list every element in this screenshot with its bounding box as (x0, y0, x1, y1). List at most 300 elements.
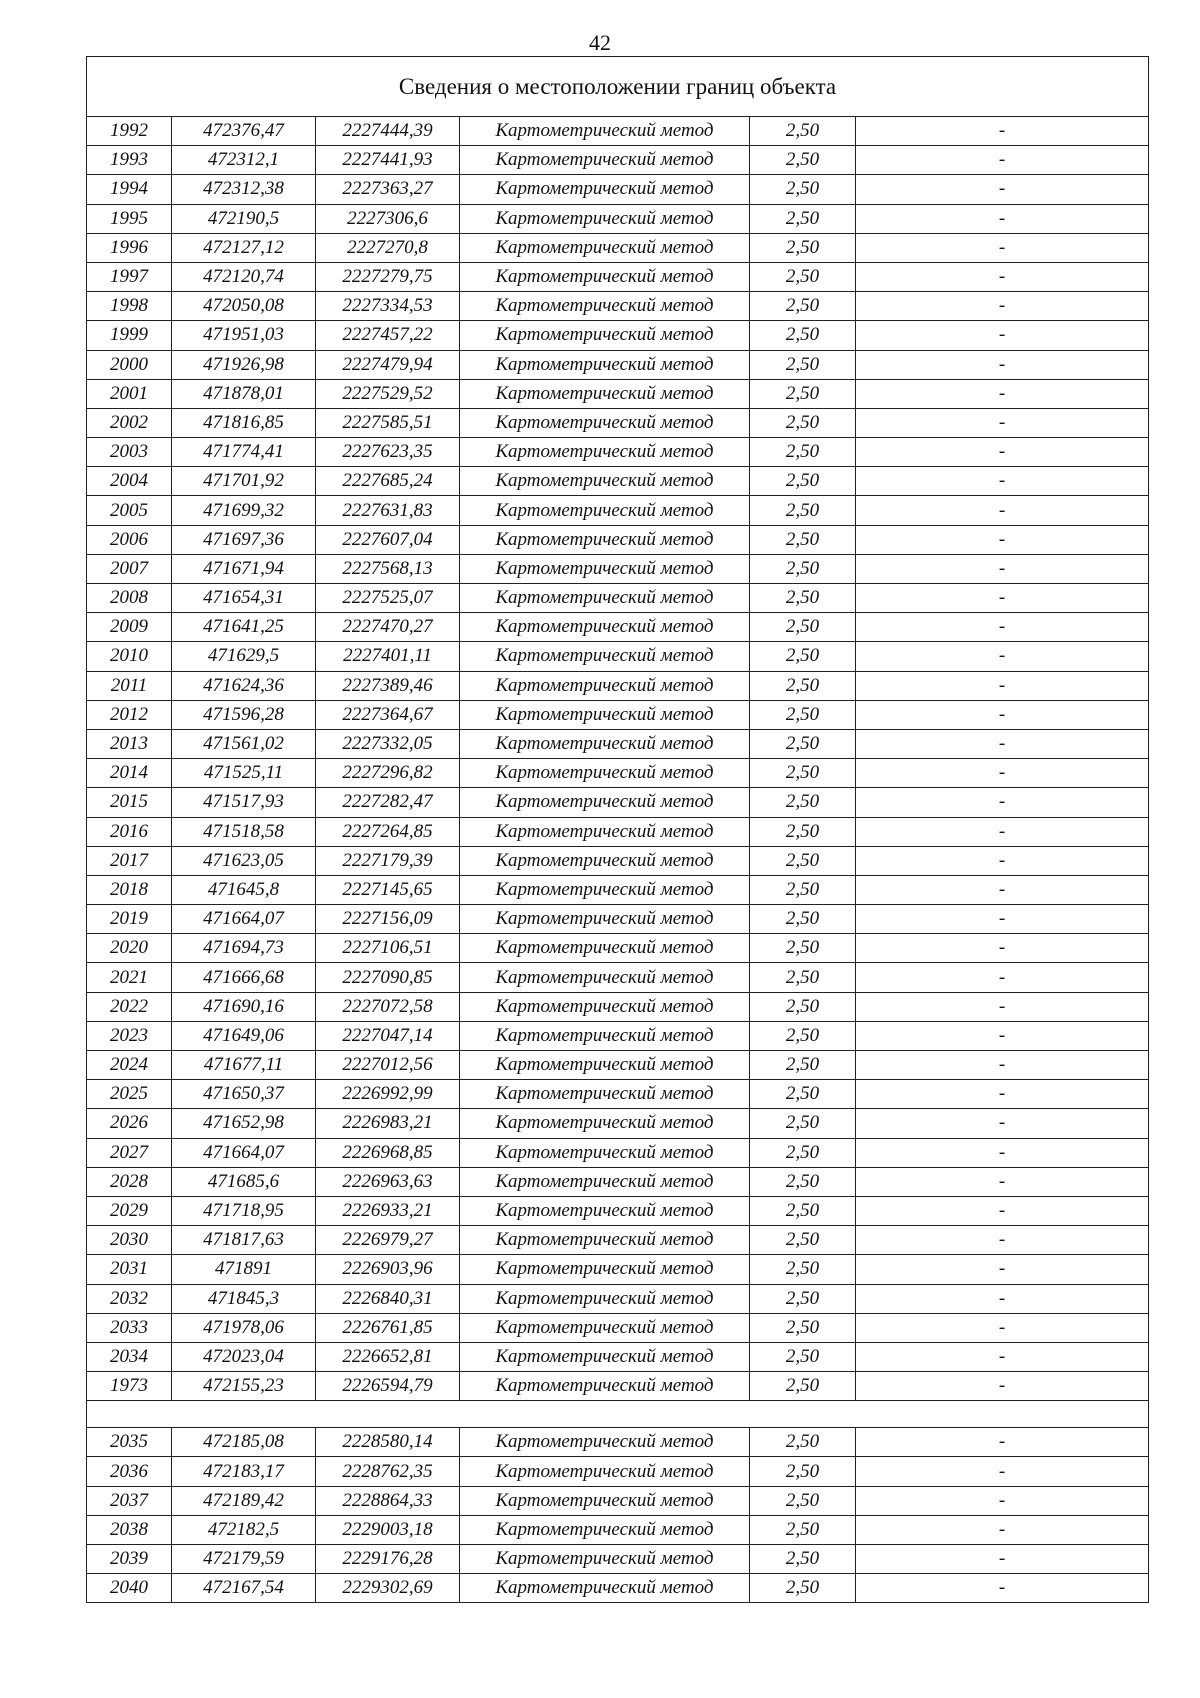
x-coordinate-cell: 472120,74 (172, 262, 316, 291)
x-coordinate-cell: 471664,07 (172, 1138, 316, 1167)
accuracy-cell: 2,50 (750, 117, 856, 146)
x-coordinate-cell: 471878,01 (172, 379, 316, 408)
point-number-cell: 2001 (87, 379, 172, 408)
method-cell: Картометрический метод (460, 759, 750, 788)
x-coordinate-cell: 471816,85 (172, 408, 316, 437)
accuracy-cell: 2,50 (750, 1313, 856, 1342)
y-coordinate-cell: 2227364,67 (316, 700, 460, 729)
table-row (87, 1284, 1149, 1313)
method-cell: Картометрический метод (460, 1138, 750, 1167)
method-cell: Картометрический метод (460, 1109, 750, 1138)
point-number-cell: 2039 (87, 1545, 172, 1574)
method-cell: Картометрический метод (460, 1226, 750, 1255)
accuracy-cell: 2,50 (750, 1167, 856, 1196)
point-number-cell: 2036 (87, 1457, 172, 1486)
point-number-cell: 1992 (87, 117, 172, 146)
note-cell: - (856, 292, 1149, 321)
method-cell: Картометрический метод (460, 467, 750, 496)
table-row (87, 1372, 1149, 1401)
y-coordinate-cell: 2227529,52 (316, 379, 460, 408)
y-coordinate-cell: 2228580,14 (316, 1428, 460, 1457)
x-coordinate-cell: 471685,6 (172, 1167, 316, 1196)
table-row (87, 1021, 1149, 1050)
note-cell: - (856, 729, 1149, 758)
y-coordinate-cell: 2228864,33 (316, 1486, 460, 1515)
method-cell: Картометрический метод (460, 146, 750, 175)
table-row (87, 1226, 1149, 1255)
y-coordinate-cell: 2227389,46 (316, 671, 460, 700)
method-cell: Картометрический метод (460, 1545, 750, 1574)
accuracy-cell: 2,50 (750, 408, 856, 437)
point-number-cell: 1997 (87, 262, 172, 291)
table-row (87, 292, 1149, 321)
x-coordinate-cell: 472183,17 (172, 1457, 316, 1486)
table-row (87, 438, 1149, 467)
y-coordinate-cell: 2229003,18 (316, 1515, 460, 1544)
point-number-cell: 2006 (87, 525, 172, 554)
method-cell: Картометрический метод (460, 438, 750, 467)
note-cell: - (856, 350, 1149, 379)
point-number-cell: 2016 (87, 817, 172, 846)
x-coordinate-cell: 472155,23 (172, 1372, 316, 1401)
y-coordinate-cell: 2227270,8 (316, 233, 460, 262)
point-number-cell: 2020 (87, 934, 172, 963)
method-cell: Картометрический метод (460, 788, 750, 817)
point-number-cell: 2010 (87, 642, 172, 671)
note-cell: - (856, 759, 1149, 788)
x-coordinate-cell: 472023,04 (172, 1342, 316, 1371)
accuracy-cell: 2,50 (750, 233, 856, 262)
method-cell: Картометрический метод (460, 1021, 750, 1050)
accuracy-cell: 2,50 (750, 1051, 856, 1080)
y-coordinate-cell: 2227090,85 (316, 963, 460, 992)
point-number-cell: 2011 (87, 671, 172, 700)
y-coordinate-cell: 2226983,21 (316, 1109, 460, 1138)
accuracy-cell: 2,50 (750, 613, 856, 642)
method-cell: Картометрический метод (460, 1167, 750, 1196)
method-cell: Картометрический метод (460, 496, 750, 525)
x-coordinate-cell: 471525,11 (172, 759, 316, 788)
note-cell: - (856, 1457, 1149, 1486)
point-number-cell: 2029 (87, 1196, 172, 1225)
method-cell: Картометрический метод (460, 525, 750, 554)
accuracy-cell: 2,50 (750, 1284, 856, 1313)
point-number-cell: 2003 (87, 438, 172, 467)
method-cell: Картометрический метод (460, 905, 750, 934)
point-number-cell: 1999 (87, 321, 172, 350)
table-row (87, 496, 1149, 525)
accuracy-cell: 2,50 (750, 1428, 856, 1457)
accuracy-cell: 2,50 (750, 875, 856, 904)
point-number-cell: 1993 (87, 146, 172, 175)
x-coordinate-cell: 472167,54 (172, 1574, 316, 1603)
point-number-cell: 2027 (87, 1138, 172, 1167)
table-row (87, 1080, 1149, 1109)
method-cell: Картометрический метод (460, 117, 750, 146)
x-coordinate-cell: 471645,8 (172, 875, 316, 904)
point-number-cell: 2030 (87, 1226, 172, 1255)
note-cell: - (856, 1486, 1149, 1515)
x-coordinate-cell: 471718,95 (172, 1196, 316, 1225)
accuracy-cell: 2,50 (750, 554, 856, 583)
table-row (87, 321, 1149, 350)
accuracy-cell: 2,50 (750, 788, 856, 817)
x-coordinate-cell: 471845,3 (172, 1284, 316, 1313)
x-coordinate-cell: 471596,28 (172, 700, 316, 729)
accuracy-cell: 2,50 (750, 321, 856, 350)
note-cell: - (856, 525, 1149, 554)
note-cell: - (856, 496, 1149, 525)
x-coordinate-cell: 471978,06 (172, 1313, 316, 1342)
y-coordinate-cell: 2227623,35 (316, 438, 460, 467)
x-coordinate-cell: 472127,12 (172, 233, 316, 262)
method-cell: Картометрический метод (460, 1342, 750, 1371)
accuracy-cell: 2,50 (750, 759, 856, 788)
y-coordinate-cell: 2227012,56 (316, 1051, 460, 1080)
table-row (87, 934, 1149, 963)
table-row (87, 700, 1149, 729)
table-row (87, 1457, 1149, 1486)
method-cell: Картометрический метод (460, 613, 750, 642)
note-cell: - (856, 1372, 1149, 1401)
y-coordinate-cell: 2227282,47 (316, 788, 460, 817)
method-cell: Картометрический метод (460, 554, 750, 583)
table-row (87, 963, 1149, 992)
note-cell: - (856, 204, 1149, 233)
accuracy-cell: 2,50 (750, 1080, 856, 1109)
note-cell: - (856, 1196, 1149, 1225)
y-coordinate-cell: 2227607,04 (316, 525, 460, 554)
accuracy-cell: 2,50 (750, 934, 856, 963)
accuracy-cell: 2,50 (750, 1574, 856, 1603)
table-title-row (87, 57, 1149, 117)
accuracy-cell: 2,50 (750, 175, 856, 204)
table-row (87, 759, 1149, 788)
point-number-cell: 2005 (87, 496, 172, 525)
x-coordinate-cell: 471650,37 (172, 1080, 316, 1109)
point-number-cell: 2037 (87, 1486, 172, 1515)
table-row (87, 642, 1149, 671)
note-cell: - (856, 1021, 1149, 1050)
method-cell: Картометрический метод (460, 379, 750, 408)
x-coordinate-cell: 471629,5 (172, 642, 316, 671)
table-row (87, 233, 1149, 262)
method-cell: Картометрический метод (460, 934, 750, 963)
table-row (87, 1486, 1149, 1515)
point-number-cell: 2028 (87, 1167, 172, 1196)
method-cell: Картометрический метод (460, 321, 750, 350)
x-coordinate-cell: 471649,06 (172, 1021, 316, 1050)
note-cell: - (856, 905, 1149, 934)
method-cell: Картометрический метод (460, 350, 750, 379)
note-cell: - (856, 584, 1149, 613)
y-coordinate-cell: 2227179,39 (316, 846, 460, 875)
method-cell: Картометрический метод (460, 846, 750, 875)
note-cell: - (856, 467, 1149, 496)
note-cell: - (856, 1428, 1149, 1457)
table-row (87, 175, 1149, 204)
y-coordinate-cell: 2226652,81 (316, 1342, 460, 1371)
method-cell: Картометрический метод (460, 584, 750, 613)
y-coordinate-cell: 2226963,63 (316, 1167, 460, 1196)
y-coordinate-cell: 2227568,13 (316, 554, 460, 583)
method-cell: Картометрический метод (460, 963, 750, 992)
accuracy-cell: 2,50 (750, 146, 856, 175)
table-row (87, 1109, 1149, 1138)
accuracy-cell: 2,50 (750, 438, 856, 467)
accuracy-cell: 2,50 (750, 671, 856, 700)
x-coordinate-cell: 471774,41 (172, 438, 316, 467)
point-number-cell: 2025 (87, 1080, 172, 1109)
accuracy-cell: 2,50 (750, 963, 856, 992)
x-coordinate-cell: 472376,47 (172, 117, 316, 146)
x-coordinate-cell: 471891 (172, 1255, 316, 1284)
accuracy-cell: 2,50 (750, 1545, 856, 1574)
table-row (87, 905, 1149, 934)
y-coordinate-cell: 2226903,96 (316, 1255, 460, 1284)
y-coordinate-cell: 2227264,85 (316, 817, 460, 846)
note-cell: - (856, 1138, 1149, 1167)
y-coordinate-cell: 2227072,58 (316, 992, 460, 1021)
note-cell: - (856, 438, 1149, 467)
y-coordinate-cell: 2227332,05 (316, 729, 460, 758)
table-row (87, 788, 1149, 817)
note-cell: - (856, 1313, 1149, 1342)
y-coordinate-cell: 2227525,07 (316, 584, 460, 613)
table-row (87, 875, 1149, 904)
x-coordinate-cell: 471697,36 (172, 525, 316, 554)
table-body (87, 57, 1149, 1603)
accuracy-cell: 2,50 (750, 1515, 856, 1544)
point-number-cell: 1973 (87, 1372, 172, 1401)
note-cell: - (856, 788, 1149, 817)
x-coordinate-cell: 471690,16 (172, 992, 316, 1021)
table-row (87, 204, 1149, 233)
accuracy-cell: 2,50 (750, 700, 856, 729)
accuracy-cell: 2,50 (750, 1457, 856, 1486)
accuracy-cell: 2,50 (750, 1138, 856, 1167)
y-coordinate-cell: 2227306,6 (316, 204, 460, 233)
x-coordinate-cell: 472312,38 (172, 175, 316, 204)
note-cell: - (856, 992, 1149, 1021)
y-coordinate-cell: 2226992,99 (316, 1080, 460, 1109)
point-number-cell: 2009 (87, 613, 172, 642)
point-number-cell: 2002 (87, 408, 172, 437)
x-coordinate-cell: 472189,42 (172, 1486, 316, 1515)
point-number-cell: 2024 (87, 1051, 172, 1080)
boundary-coordinates-table (86, 56, 1149, 1603)
y-coordinate-cell: 2227334,53 (316, 292, 460, 321)
method-cell: Картометрический метод (460, 292, 750, 321)
x-coordinate-cell: 471664,07 (172, 905, 316, 934)
x-coordinate-cell: 471641,25 (172, 613, 316, 642)
note-cell: - (856, 1342, 1149, 1371)
x-coordinate-cell: 472179,59 (172, 1545, 316, 1574)
method-cell: Картометрический метод (460, 1313, 750, 1342)
accuracy-cell: 2,50 (750, 1021, 856, 1050)
y-coordinate-cell: 2227470,27 (316, 613, 460, 642)
x-coordinate-cell: 472050,08 (172, 292, 316, 321)
accuracy-cell: 2,50 (750, 379, 856, 408)
accuracy-cell: 2,50 (750, 1255, 856, 1284)
method-cell: Картометрический метод (460, 233, 750, 262)
method-cell: Картометрический метод (460, 1515, 750, 1544)
y-coordinate-cell: 2227585,51 (316, 408, 460, 437)
note-cell: - (856, 934, 1149, 963)
y-coordinate-cell: 2226761,85 (316, 1313, 460, 1342)
note-cell: - (856, 1545, 1149, 1574)
table-row (87, 1342, 1149, 1371)
note-cell: - (856, 1167, 1149, 1196)
table-row (87, 1167, 1149, 1196)
y-coordinate-cell: 2229302,69 (316, 1574, 460, 1603)
y-coordinate-cell: 2227363,27 (316, 175, 460, 204)
table-row (87, 1313, 1149, 1342)
point-number-cell: 1998 (87, 292, 172, 321)
x-coordinate-cell: 471951,03 (172, 321, 316, 350)
note-cell: - (856, 117, 1149, 146)
accuracy-cell: 2,50 (750, 1486, 856, 1515)
method-cell: Картометрический метод (460, 1051, 750, 1080)
table-row (87, 1196, 1149, 1225)
point-number-cell: 2031 (87, 1255, 172, 1284)
table-row (87, 146, 1149, 175)
table-row (87, 671, 1149, 700)
table-row (87, 117, 1149, 146)
note-cell: - (856, 321, 1149, 350)
y-coordinate-cell: 2227685,24 (316, 467, 460, 496)
point-number-cell: 2018 (87, 875, 172, 904)
note-cell: - (856, 262, 1149, 291)
x-coordinate-cell: 472182,5 (172, 1515, 316, 1544)
note-cell: - (856, 613, 1149, 642)
x-coordinate-cell: 471701,92 (172, 467, 316, 496)
note-cell: - (856, 1109, 1149, 1138)
y-coordinate-cell: 2228762,35 (316, 1457, 460, 1486)
note-cell: - (856, 671, 1149, 700)
note-cell: - (856, 408, 1149, 437)
table-row (87, 1545, 1149, 1574)
note-cell: - (856, 875, 1149, 904)
note-cell: - (856, 817, 1149, 846)
point-number-cell: 2035 (87, 1428, 172, 1457)
note-cell: - (856, 963, 1149, 992)
y-coordinate-cell: 2227279,75 (316, 262, 460, 291)
accuracy-cell: 2,50 (750, 1372, 856, 1401)
y-coordinate-cell: 2226840,31 (316, 1284, 460, 1313)
note-cell: - (856, 642, 1149, 671)
method-cell: Картометрический метод (460, 1428, 750, 1457)
point-number-cell: 2017 (87, 846, 172, 875)
accuracy-cell: 2,50 (750, 1109, 856, 1138)
x-coordinate-cell: 471699,32 (172, 496, 316, 525)
point-number-cell: 1994 (87, 175, 172, 204)
x-coordinate-cell: 471561,02 (172, 729, 316, 758)
x-coordinate-cell: 471652,98 (172, 1109, 316, 1138)
accuracy-cell: 2,50 (750, 496, 856, 525)
accuracy-cell: 2,50 (750, 350, 856, 379)
point-number-cell: 2034 (87, 1342, 172, 1371)
note-cell: - (856, 1284, 1149, 1313)
note-cell: - (856, 1574, 1149, 1603)
accuracy-cell: 2,50 (750, 992, 856, 1021)
method-cell: Картометрический метод (460, 1486, 750, 1515)
note-cell: - (856, 1080, 1149, 1109)
accuracy-cell: 2,50 (750, 1226, 856, 1255)
note-cell: - (856, 846, 1149, 875)
method-cell: Картометрический метод (460, 1372, 750, 1401)
table-row (87, 525, 1149, 554)
note-cell: - (856, 1255, 1149, 1284)
x-coordinate-cell: 471694,73 (172, 934, 316, 963)
section-separator-cell (87, 1401, 1149, 1428)
note-cell: - (856, 1226, 1149, 1255)
table-row (87, 1574, 1149, 1603)
y-coordinate-cell: 2227444,39 (316, 117, 460, 146)
method-cell: Картометрический метод (460, 1080, 750, 1109)
table-row (87, 729, 1149, 758)
point-number-cell: 2032 (87, 1284, 172, 1313)
table-row (87, 350, 1149, 379)
method-cell: Картометрический метод (460, 642, 750, 671)
point-number-cell: 2007 (87, 554, 172, 583)
method-cell: Картометрический метод (460, 204, 750, 233)
y-coordinate-cell: 2227296,82 (316, 759, 460, 788)
note-cell: - (856, 700, 1149, 729)
method-cell: Картометрический метод (460, 671, 750, 700)
y-coordinate-cell: 2227047,14 (316, 1021, 460, 1050)
page-number: 42 (589, 30, 611, 55)
accuracy-cell: 2,50 (750, 292, 856, 321)
section-separator-row (87, 1401, 1149, 1428)
table-row (87, 1255, 1149, 1284)
accuracy-cell: 2,50 (750, 846, 856, 875)
y-coordinate-cell: 2227156,09 (316, 905, 460, 934)
y-coordinate-cell: 2226594,79 (316, 1372, 460, 1401)
note-cell: - (856, 233, 1149, 262)
y-coordinate-cell: 2227631,83 (316, 496, 460, 525)
accuracy-cell: 2,50 (750, 817, 856, 846)
note-cell: - (856, 146, 1149, 175)
x-coordinate-cell: 471654,31 (172, 584, 316, 613)
point-number-cell: 2033 (87, 1313, 172, 1342)
x-coordinate-cell: 472190,5 (172, 204, 316, 233)
y-coordinate-cell: 2226933,21 (316, 1196, 460, 1225)
point-number-cell: 2038 (87, 1515, 172, 1544)
y-coordinate-cell: 2226968,85 (316, 1138, 460, 1167)
x-coordinate-cell: 472185,08 (172, 1428, 316, 1457)
table-row (87, 262, 1149, 291)
x-coordinate-cell: 471624,36 (172, 671, 316, 700)
method-cell: Картометрический метод (460, 700, 750, 729)
point-number-cell: 2040 (87, 1574, 172, 1603)
accuracy-cell: 2,50 (750, 204, 856, 233)
point-number-cell: 2023 (87, 1021, 172, 1050)
accuracy-cell: 2,50 (750, 525, 856, 554)
y-coordinate-cell: 2227457,22 (316, 321, 460, 350)
table-row (87, 846, 1149, 875)
table-row (87, 817, 1149, 846)
table-row (87, 1051, 1149, 1080)
y-coordinate-cell: 2227145,65 (316, 875, 460, 904)
point-number-cell: 2022 (87, 992, 172, 1021)
accuracy-cell: 2,50 (750, 642, 856, 671)
method-cell: Картометрический метод (460, 817, 750, 846)
method-cell: Картометрический метод (460, 992, 750, 1021)
x-coordinate-cell: 471671,94 (172, 554, 316, 583)
method-cell: Картометрический метод (460, 1196, 750, 1225)
point-number-cell: 2015 (87, 788, 172, 817)
